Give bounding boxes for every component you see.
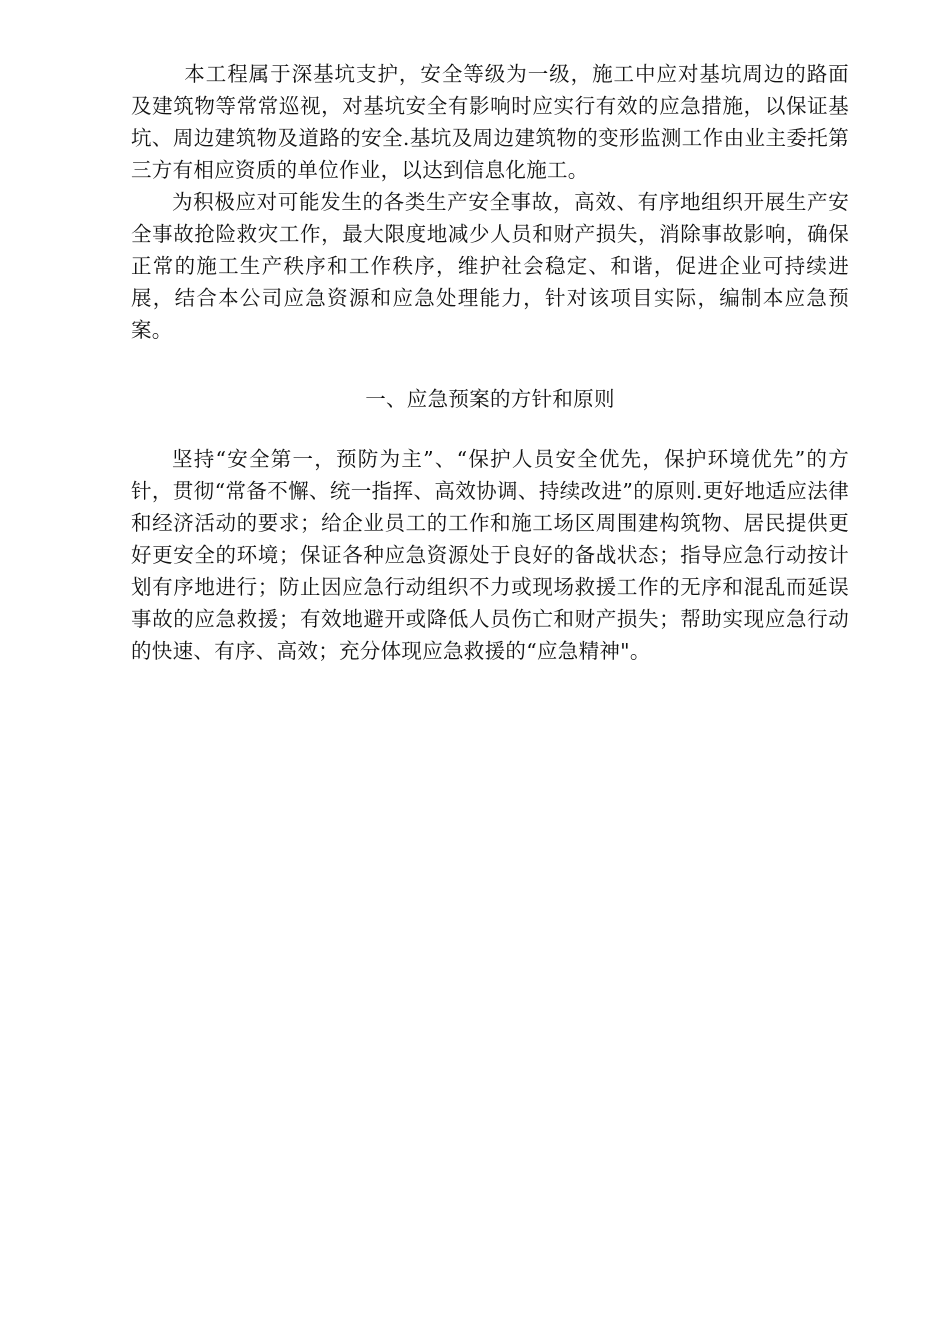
document-body xyxy=(131,58,849,667)
intro-paragraph: 本工程属于深基坑支护，安全等级为一级，施工中应对基坑周边的路面及建筑物等常常巡视，对基坑安全有影响时应实行有效的应急措施，以保证基坑、周边建筑物及道路的安全.基坑及周边建筑物的变形监测工作由业主委托第三方有相应资质的单位作业，以达到信息化施工。 xyxy=(131,62,849,182)
purpose-paragraph: 为积极应对可能发生的各类生产安全事故，高效、有序地组织开展生产安全事故抢险救灾工作，最大限度地减少人员和财产损失，消除事故影响，确保正常的施工生产秩序和工作秩序，维护社会稳定、和谐，促进企业可持续进展，结合本公司应急资源和应急处理能力，针对该项目实际，编制本应急预案。 xyxy=(131,190,849,342)
principles-paragraph: 坚持“安全第一，预防为主”、“保护人员安全优先，保护环境优先”的方针，贯彻“常备不懈、统一指挥、高效协调、持续改进”的原则.更好地适应法律和经济活动的要求；给企业员工的工作和施工场区周围建构筑物、居民提供更好更安全的环境；保证各种应急资源处于良好的备战状态；指导应急行动按计划有序地进行；防止因应急行动组织不力或现场救援工作的无序和混乱而延误事故的应急救援；有效地避开或降低人员伤亡和财产损失；帮助实现应急行动的快速、有序、高效；充分体现应急救援的“应急精神"。 xyxy=(131,447,849,663)
section-heading: 一、应急预案的方针和原则 xyxy=(365,387,615,411)
